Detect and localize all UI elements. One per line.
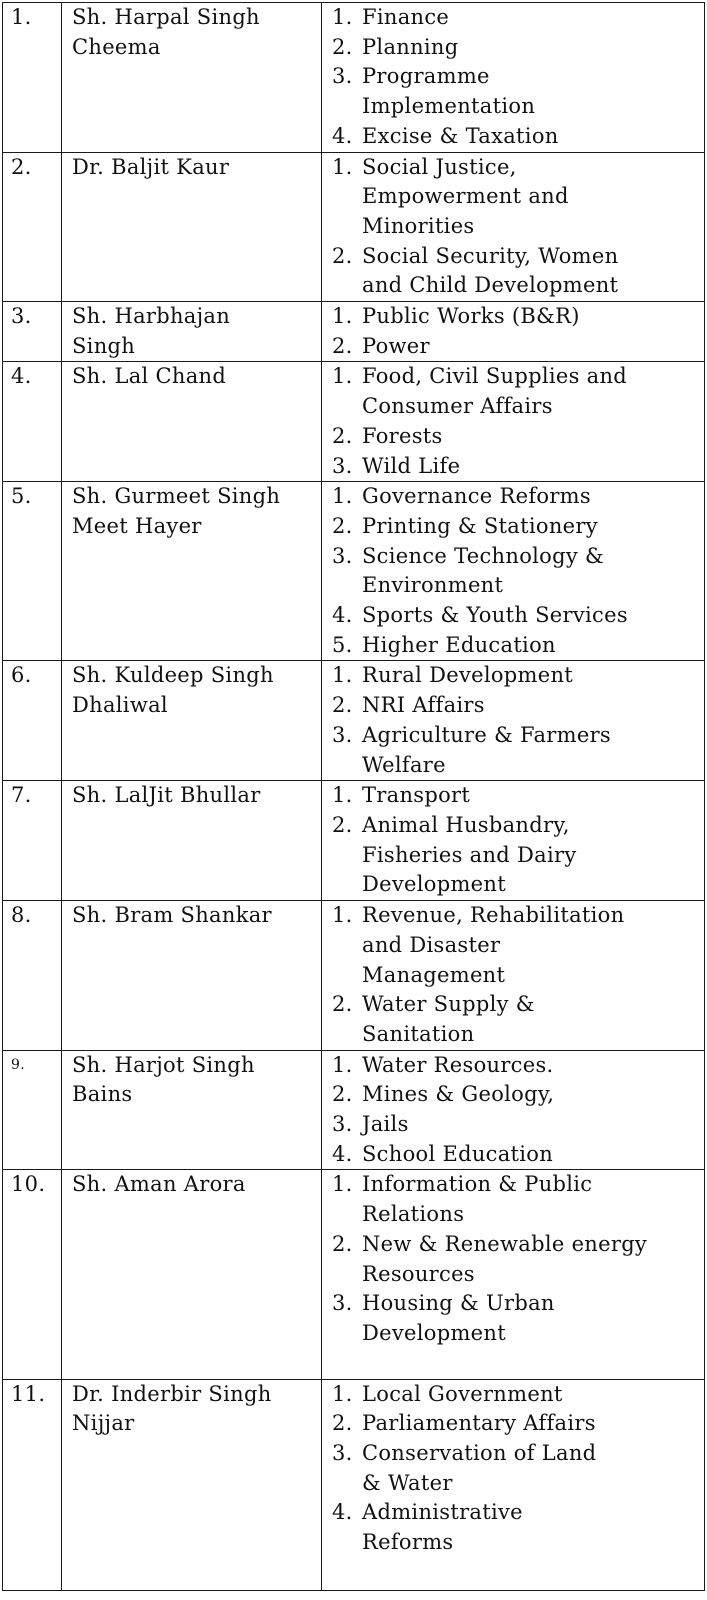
- portfolio-text-line: Rural Development: [362, 663, 574, 688]
- portfolio-text: [362, 1080, 700, 1110]
- portfolio-text-line: Welfare: [362, 752, 446, 777]
- portfolio-text-line: Information & Public: [362, 1172, 593, 1197]
- portfolio-text: [362, 542, 700, 601]
- portfolio-number: 3.: [332, 1441, 353, 1466]
- minister-name-line: Dhaliwal: [72, 693, 168, 718]
- serial-number-cell: 3.: [3, 302, 62, 362]
- portfolio-text-line: Housing & Urban: [362, 1291, 555, 1316]
- portfolio-text-line: Local Government: [362, 1381, 563, 1406]
- portfolio-text-line: and Child Development: [362, 273, 619, 298]
- portfolio-text-line: Water Resources.: [362, 1052, 554, 1077]
- portfolio-number: 1.: [332, 484, 353, 509]
- portfolio-text: [362, 1380, 700, 1410]
- portfolio-list: [332, 153, 700, 302]
- portfolio-list: [332, 781, 700, 900]
- minister-name-line: Sh. Harjot Singh: [72, 1052, 255, 1077]
- portfolio-text: [362, 1289, 700, 1348]
- table-row: [3, 482, 705, 661]
- portfolio-text: [362, 33, 700, 63]
- serial-number-cell: 9.: [3, 1050, 62, 1170]
- portfolio-cell: [322, 482, 705, 661]
- portfolio-item: [332, 691, 700, 721]
- portfolio-item: [332, 811, 700, 900]
- portfolio-number: 4.: [332, 1500, 353, 1525]
- portfolio-text-line: Management: [362, 962, 506, 987]
- serial-number-cell: 1.: [3, 3, 62, 153]
- serial-number-cell: 7.: [3, 781, 62, 901]
- portfolio-item: [332, 33, 700, 63]
- portfolio-number: 3.: [332, 1112, 353, 1137]
- serial-number-cell: 8.: [3, 901, 62, 1051]
- portfolio-text: [362, 482, 700, 512]
- portfolio-item: [332, 242, 700, 301]
- portfolio-number: 4.: [332, 603, 353, 628]
- table-row: [3, 1050, 705, 1170]
- portfolio-cell: [322, 901, 705, 1051]
- portfolio-number: 3.: [332, 722, 353, 747]
- portfolio-item: [332, 1170, 700, 1229]
- portfolio-item: [332, 631, 700, 661]
- portfolio-number: 2.: [332, 34, 353, 59]
- minister-name-line: Meet Hayer: [72, 513, 202, 538]
- portfolio-item: [332, 3, 700, 33]
- portfolio-text-line: Forests: [362, 423, 443, 448]
- portfolio-text-line: Development: [362, 872, 506, 897]
- portfolio-cell: [322, 362, 705, 482]
- minister-name-cell: [62, 1170, 322, 1379]
- portfolio-text: [362, 1439, 700, 1498]
- portfolio-number: 1.: [332, 5, 353, 29]
- portfolio-item: [332, 1140, 700, 1170]
- minister-name-line: Sh. Gurmeet Singh: [72, 484, 281, 509]
- portfolio-text: [362, 422, 700, 452]
- portfolio-text-line: Resources: [362, 1261, 475, 1286]
- portfolio-number: 1.: [332, 663, 353, 688]
- portfolio-text: [362, 781, 700, 811]
- portfolio-list: [332, 3, 700, 152]
- portfolio-number: 3.: [332, 543, 353, 568]
- portfolio-text-line: NRI Affairs: [362, 693, 485, 718]
- serial-number-cell: 6.: [3, 661, 62, 781]
- portfolio-text-line: Social Justice,: [362, 154, 517, 179]
- portfolio-text-line: Development: [362, 1320, 506, 1345]
- portfolio-item: [332, 1110, 700, 1140]
- portfolio-text-line: Programme: [362, 64, 490, 89]
- portfolio-number: 3.: [332, 453, 353, 478]
- portfolio-text: [362, 691, 700, 721]
- portfolio-number: 1.: [332, 364, 353, 389]
- portfolio-number: 2.: [332, 423, 353, 448]
- portfolio-text: [362, 362, 700, 421]
- portfolio-list: [332, 362, 700, 481]
- portfolio-text-line: Reforms: [362, 1530, 454, 1555]
- serial-number-cell: 5.: [3, 482, 62, 661]
- portfolio-text: [362, 721, 700, 780]
- portfolio-number: 2.: [332, 812, 353, 837]
- minister-name-line: Nijjar: [72, 1411, 135, 1436]
- portfolio-number: 2.: [332, 513, 353, 538]
- portfolio-text: [362, 811, 700, 900]
- portfolio-item: [332, 62, 700, 121]
- portfolio-cell: [322, 1050, 705, 1170]
- portfolio-number: 2.: [332, 243, 353, 268]
- portfolio-text-line: Conservation of Land: [362, 1441, 597, 1466]
- portfolio-cell: [322, 1379, 705, 1590]
- portfolio-text-line: Printing & Stationery: [362, 513, 598, 538]
- portfolio-text-line: Empowerment and: [362, 184, 569, 209]
- portfolio-item: [332, 362, 700, 421]
- portfolio-text-line: School Education: [362, 1141, 554, 1166]
- portfolio-item: [332, 901, 700, 990]
- portfolio-item: [332, 122, 700, 152]
- portfolio-text-line: Water Supply &: [362, 992, 535, 1017]
- minister-name-cell: [62, 1050, 322, 1170]
- minister-name-cell: [62, 482, 322, 661]
- portfolio-item: [332, 512, 700, 542]
- portfolio-cell: [322, 302, 705, 362]
- portfolio-text: [362, 1230, 700, 1289]
- portfolio-number: 3.: [332, 1291, 353, 1316]
- table-row: [3, 661, 705, 781]
- portfolio-text: [362, 3, 700, 33]
- portfolio-text-line: Agriculture & Farmers: [362, 722, 611, 747]
- portfolio-text: [362, 332, 700, 362]
- table-row: [3, 1379, 705, 1590]
- portfolio-text-line: Planning: [362, 34, 459, 59]
- portfolio-cell: [322, 152, 705, 302]
- table-row: [3, 1170, 705, 1379]
- portfolio-item: [332, 302, 700, 332]
- portfolio-item: [332, 1051, 700, 1081]
- table-row: [3, 362, 705, 482]
- minister-name-cell: [62, 362, 322, 482]
- ministers-portfolio-table: [2, 2, 705, 1591]
- minister-name-cell: [62, 901, 322, 1051]
- portfolio-item: [332, 601, 700, 631]
- portfolio-text: [362, 990, 700, 1049]
- portfolio-text-line: Minorities: [362, 213, 475, 238]
- portfolio-text: [362, 452, 700, 482]
- portfolio-number: 3.: [332, 64, 353, 89]
- portfolio-text-line: Governance Reforms: [362, 484, 591, 509]
- portfolio-text-line: Environment: [362, 573, 504, 598]
- portfolio-text-line: Mines & Geology,: [362, 1082, 555, 1107]
- minister-name-line: Dr. Baljit Kaur: [72, 154, 230, 179]
- portfolio-list: [332, 901, 700, 1050]
- portfolio-text: [362, 153, 700, 242]
- portfolio-item: [332, 990, 700, 1049]
- portfolio-list: [332, 1380, 700, 1558]
- portfolio-number: 2.: [332, 1411, 353, 1436]
- portfolio-number: 1.: [332, 1172, 353, 1197]
- portfolio-text-line: Wild Life: [362, 453, 461, 478]
- portfolio-text-line: Implementation: [362, 94, 536, 119]
- portfolio-text-line: Transport: [362, 783, 471, 808]
- portfolio-text-line: Finance: [362, 5, 450, 29]
- portfolio-item: [332, 721, 700, 780]
- minister-name-cell: [62, 302, 322, 362]
- minister-name-line: Sh. Lal Chand: [72, 364, 227, 389]
- portfolio-text-line: Science Technology &: [362, 543, 604, 568]
- portfolio-text-line: Animal Husbandry,: [362, 812, 570, 837]
- minister-name-line: Cheema: [72, 34, 161, 59]
- portfolio-text-line: New & Renewable energy: [362, 1231, 648, 1256]
- portfolio-list: [332, 1051, 700, 1170]
- portfolio-number: 2.: [332, 1082, 353, 1107]
- minister-name-cell: [62, 661, 322, 781]
- portfolio-text-line: Sanitation: [362, 1021, 475, 1046]
- portfolio-list: [332, 302, 700, 361]
- portfolio-number: 2.: [332, 333, 353, 358]
- portfolio-text: [362, 242, 700, 301]
- portfolio-item: [332, 661, 700, 691]
- portfolio-text-line: Consumer Affairs: [362, 394, 553, 419]
- portfolio-text-line: and Disaster: [362, 932, 501, 957]
- portfolio-item: [332, 153, 700, 242]
- portfolio-number: 2.: [332, 1231, 353, 1256]
- minister-name-cell: [62, 152, 322, 302]
- table-row: [3, 302, 705, 362]
- portfolio-number: 2.: [332, 992, 353, 1017]
- portfolio-text-line: Administrative: [362, 1500, 523, 1525]
- portfolio-text-line: & Water: [362, 1470, 453, 1495]
- portfolio-text: [362, 1409, 700, 1439]
- portfolio-item: [332, 1380, 700, 1410]
- portfolio-item: [332, 482, 700, 512]
- portfolio-item: [332, 781, 700, 811]
- portfolio-number: 5.: [332, 632, 353, 657]
- minister-name-line: Singh: [72, 333, 136, 358]
- portfolio-text: [362, 901, 700, 990]
- serial-number-cell: 11.: [3, 1379, 62, 1590]
- portfolio-cell: [322, 661, 705, 781]
- portfolio-item: [332, 1080, 700, 1110]
- portfolio-text: [362, 601, 700, 631]
- table-row: [3, 152, 705, 302]
- portfolio-number: 4.: [332, 123, 353, 148]
- portfolio-number: 1.: [332, 304, 353, 329]
- portfolio-text: [362, 661, 700, 691]
- portfolio-text-line: Revenue, Rehabilitation: [362, 903, 625, 928]
- portfolio-text: [362, 62, 700, 121]
- portfolio-number: 4.: [332, 1141, 353, 1166]
- serial-number-cell: 2.: [3, 152, 62, 302]
- minister-name-line: Sh. Aman Arora: [72, 1172, 246, 1197]
- portfolio-text: [362, 302, 700, 332]
- portfolio-text-line: Power: [362, 333, 430, 358]
- minister-name-line: Sh. Harpal Singh: [72, 5, 260, 29]
- portfolio-cell: [322, 3, 705, 153]
- minister-name-line: Bains: [72, 1082, 133, 1107]
- portfolio-number: 1.: [332, 1381, 353, 1406]
- portfolio-number: 1.: [332, 1052, 353, 1077]
- portfolio-item: [332, 332, 700, 362]
- portfolio-list: [332, 661, 700, 780]
- portfolio-text-line: Social Security, Women: [362, 243, 619, 268]
- minister-name-cell: [62, 1379, 322, 1590]
- portfolio-item: [332, 542, 700, 601]
- portfolio-number: 1.: [332, 903, 353, 928]
- portfolio-cell: [322, 1170, 705, 1379]
- portfolio-text-line: Relations: [362, 1202, 465, 1227]
- minister-name-cell: [62, 3, 322, 153]
- minister-name-line: Sh. Bram Shankar: [72, 903, 272, 928]
- portfolio-text: [362, 1140, 700, 1170]
- portfolio-list: [332, 482, 700, 660]
- portfolio-number: 1.: [332, 154, 353, 179]
- serial-number-cell: 10.: [3, 1170, 62, 1379]
- serial-number-cell: 4.: [3, 362, 62, 482]
- portfolio-text: [362, 1498, 700, 1557]
- table-row: [3, 901, 705, 1051]
- portfolio-text: [362, 122, 700, 152]
- portfolio-cell: [322, 781, 705, 901]
- portfolio-text: [362, 631, 700, 661]
- portfolio-text-line: Jails: [362, 1112, 409, 1137]
- portfolio-text-line: Fisheries and Dairy: [362, 842, 577, 867]
- minister-name-cell: [62, 781, 322, 901]
- table-row: [3, 3, 705, 153]
- minister-name-line: Dr. Inderbir Singh: [72, 1381, 272, 1406]
- portfolio-list: [332, 1170, 700, 1348]
- table-body: [3, 3, 705, 1591]
- portfolio-text-line: Public Works (B&R): [362, 304, 580, 329]
- minister-name-line: Sh. Kuldeep Singh: [72, 663, 274, 688]
- portfolio-item: [332, 422, 700, 452]
- portfolio-text: [362, 1051, 700, 1081]
- portfolio-text-line: Sports & Youth Services: [362, 603, 628, 628]
- minister-name-line: Sh. Harbhajan: [72, 304, 231, 329]
- portfolio-text-line: Higher Education: [362, 632, 556, 657]
- portfolio-text-line: Parliamentary Affairs: [362, 1411, 596, 1436]
- portfolio-text: [362, 1170, 700, 1229]
- portfolio-item: [332, 1289, 700, 1348]
- portfolio-text-line: Excise & Taxation: [362, 123, 559, 148]
- portfolio-number: 1.: [332, 783, 353, 808]
- portfolio-item: [332, 1230, 700, 1289]
- portfolio-number: 2.: [332, 693, 353, 718]
- minister-name-line: Sh. LalJit Bhullar: [72, 783, 261, 808]
- portfolio-item: [332, 1409, 700, 1439]
- portfolio-item: [332, 1439, 700, 1498]
- table-row: [3, 781, 705, 901]
- portfolio-text: [362, 1110, 700, 1140]
- portfolio-item: [332, 1498, 700, 1557]
- portfolio-text: [362, 512, 700, 542]
- portfolio-text-line: Food, Civil Supplies and: [362, 364, 628, 389]
- portfolio-item: [332, 452, 700, 482]
